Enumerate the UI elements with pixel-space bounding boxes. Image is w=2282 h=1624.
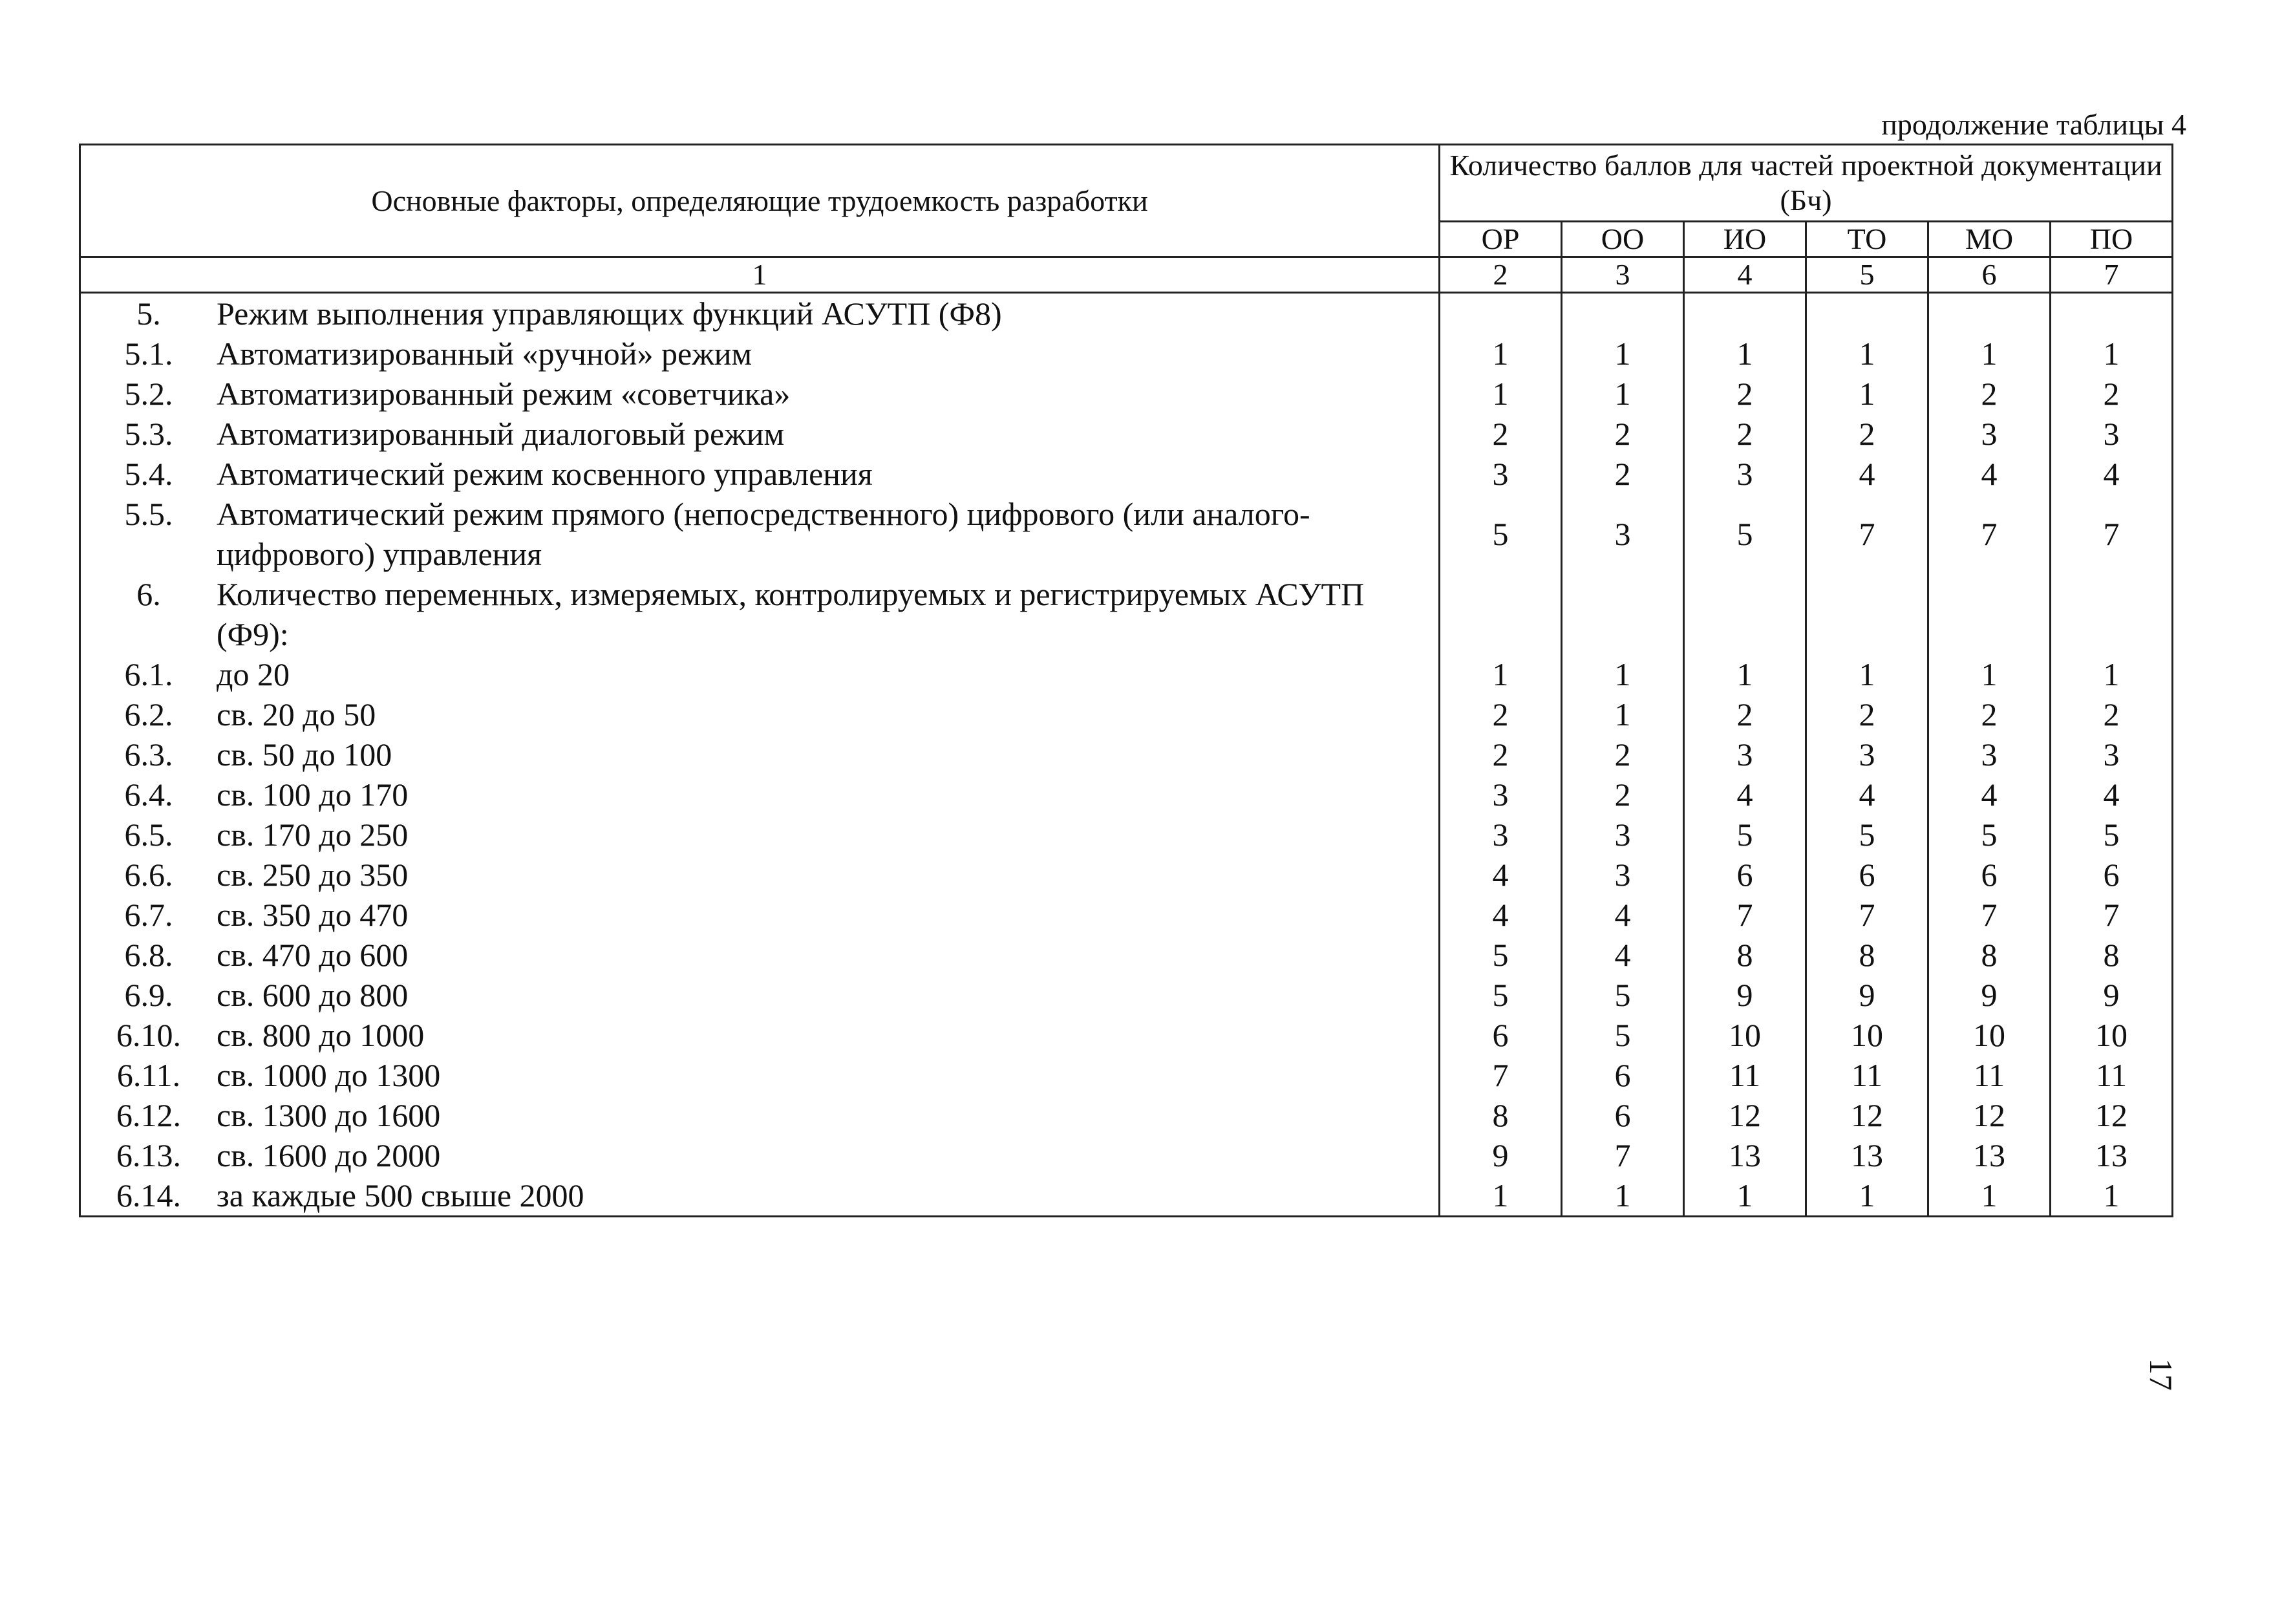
row-text: Автоматический режим косвенного управления (217, 456, 873, 492)
score-cell: 12 (2051, 1095, 2173, 1135)
score-cell: 1 (2051, 654, 2173, 694)
factor-cell (80, 494, 1440, 574)
score-cell: 6 (1440, 1015, 1562, 1055)
score-cell: 1 (1806, 334, 1928, 374)
column-number: 3 (1562, 257, 1684, 293)
score-cell: 10 (2051, 1015, 2173, 1055)
score-cell (2051, 293, 2173, 334)
score-cell: 2 (2051, 694, 2173, 734)
score-cell: 4 (1806, 775, 1928, 815)
factor-cell (80, 775, 1440, 815)
factor-cell (80, 334, 1440, 374)
score-cell: 3 (1440, 815, 1562, 855)
score-cell: 11 (1806, 1055, 1928, 1095)
score-cell: 12 (1806, 1095, 1928, 1135)
table-row (80, 414, 2173, 454)
score-cell: 1 (1562, 334, 1684, 374)
score-cell: 2 (1928, 694, 2051, 734)
score-cell: 6 (1806, 855, 1928, 895)
score-cell: 5 (1440, 975, 1562, 1015)
score-cell: 4 (2051, 775, 2173, 815)
score-cell: 3 (1562, 815, 1684, 855)
row-number: 6.7. (124, 897, 173, 933)
score-cell: 4 (1440, 895, 1562, 935)
row-text: св. 1000 до 1300 (217, 1057, 441, 1093)
score-cell: 13 (1928, 1135, 2051, 1175)
column-number: 5 (1806, 257, 1928, 293)
score-cell: 7 (2051, 494, 2173, 574)
row-number: 6.12. (116, 1097, 181, 1133)
score-cell: 2 (2051, 374, 2173, 414)
part-header: ПО (2051, 222, 2173, 257)
score-cell: 13 (2051, 1135, 2173, 1175)
part-header: ИО (1684, 222, 1806, 257)
factor-cell (80, 374, 1440, 414)
table-row (80, 334, 2173, 374)
row-number: 6.13. (116, 1137, 181, 1173)
score-cell: 5 (1562, 975, 1684, 1015)
table-row (80, 1015, 2173, 1055)
row-number: 6.6. (124, 857, 173, 893)
score-cell: 1 (2051, 1175, 2173, 1217)
row-number: 6.5. (124, 817, 173, 853)
score-cell: 1 (1684, 334, 1806, 374)
score-cell: 1 (1684, 654, 1806, 694)
row-number: 6.10. (116, 1017, 181, 1053)
row-number: 6.9. (124, 977, 173, 1013)
score-cell (1684, 293, 1806, 334)
score-cell: 1 (1562, 694, 1684, 734)
score-cell: 3 (1440, 454, 1562, 494)
row-text: св. 20 до 50 (217, 696, 376, 732)
column-number: 4 (1684, 257, 1806, 293)
score-cell: 4 (1440, 855, 1562, 895)
score-cell: 3 (1806, 734, 1928, 775)
score-cell: 6 (1562, 1055, 1684, 1095)
factor-cell (80, 654, 1440, 694)
score-cell: 1 (1806, 654, 1928, 694)
factor-column-header: Основные факторы, определяющие трудоемкость разработки (80, 145, 1440, 257)
score-cell: 9 (2051, 975, 2173, 1015)
row-number: 6.2. (124, 696, 173, 732)
row-text: св. 800 до 1000 (217, 1017, 425, 1053)
score-cell: 8 (1928, 935, 2051, 975)
score-cell: 2 (1684, 694, 1806, 734)
score-cell (2051, 574, 2173, 654)
score-cell: 9 (1806, 975, 1928, 1015)
score-cell: 12 (1928, 1095, 2051, 1135)
score-cell: 1 (1928, 1175, 2051, 1217)
factor-cell (80, 734, 1440, 775)
factor-cell (80, 414, 1440, 454)
row-text: Автоматизированный режим «советчика» (217, 376, 791, 412)
row-text: св. 100 до 170 (217, 776, 409, 813)
row-number: 6.3. (124, 736, 173, 773)
row-text: за каждые 500 свыше 2000 (217, 1177, 584, 1213)
column-number: 2 (1440, 257, 1562, 293)
score-cell: 2 (1806, 694, 1928, 734)
row-number: 6.8. (124, 937, 173, 973)
continuation-label: продолжение таблицы 4 (1881, 108, 2186, 141)
score-cell: 1 (1928, 654, 2051, 694)
factor-cell (80, 1135, 1440, 1175)
score-cell: 13 (1684, 1135, 1806, 1175)
scoring-table (79, 144, 2173, 1217)
row-text: св. 50 до 100 (217, 736, 392, 773)
score-cell: 7 (1928, 895, 2051, 935)
part-header: ОР (1440, 222, 1562, 257)
score-cell: 1 (1562, 1175, 1684, 1217)
score-cell: 2 (1928, 374, 2051, 414)
score-cell: 11 (1928, 1055, 2051, 1095)
score-cell: 8 (1684, 935, 1806, 975)
table-row (80, 734, 2173, 775)
score-cell: 6 (1684, 855, 1806, 895)
table-row (80, 293, 2173, 334)
score-cell: 5 (1806, 815, 1928, 855)
score-cell: 5 (1684, 494, 1806, 574)
score-cell: 7 (2051, 895, 2173, 935)
score-cell: 13 (1806, 1135, 1928, 1175)
score-cell (1806, 574, 1928, 654)
factor-cell (80, 1015, 1440, 1055)
row-text: св. 350 до 470 (217, 897, 409, 933)
score-cell: 10 (1928, 1015, 2051, 1055)
score-cell: 4 (1928, 775, 2051, 815)
score-cell: 7 (1440, 1055, 1562, 1095)
score-cell: 4 (1928, 454, 2051, 494)
table-row (80, 1135, 2173, 1175)
score-cell: 2 (1440, 414, 1562, 454)
score-cell: 8 (1806, 935, 1928, 975)
row-number: 5.4. (124, 456, 173, 492)
factor-cell (80, 454, 1440, 494)
score-cell: 6 (2051, 855, 2173, 895)
score-cell (1440, 574, 1562, 654)
table-row (80, 454, 2173, 494)
part-header: ОО (1562, 222, 1684, 257)
row-number: 5.3. (124, 416, 173, 452)
score-cell: 9 (1928, 975, 2051, 1015)
table-row (80, 855, 2173, 895)
column-number: 6 (1928, 257, 2051, 293)
score-cell: 5 (1440, 494, 1562, 574)
score-cell (1562, 293, 1684, 334)
score-cell: 7 (1562, 1135, 1684, 1175)
factor-cell (80, 935, 1440, 975)
score-cell: 3 (2051, 734, 2173, 775)
score-cell: 3 (1684, 454, 1806, 494)
score-cell: 9 (1684, 975, 1806, 1015)
score-cell: 1 (1684, 1175, 1806, 1217)
score-cell: 8 (1440, 1095, 1562, 1135)
score-cell (1684, 574, 1806, 654)
score-cell: 11 (2051, 1055, 2173, 1095)
row-text: св. 250 до 350 (217, 857, 409, 893)
row-text: св. 470 до 600 (217, 937, 409, 973)
score-group-header: Количество баллов для частей проектной документации (Бч) (1440, 145, 2173, 222)
column-number: 7 (2051, 257, 2173, 293)
score-cell: 3 (1440, 775, 1562, 815)
score-cell: 2 (1562, 414, 1684, 454)
score-cell: 1 (1440, 374, 1562, 414)
factor-cell (80, 855, 1440, 895)
score-cell: 7 (1806, 895, 1928, 935)
column-number: 1 (80, 257, 1440, 293)
score-cell: 10 (1806, 1015, 1928, 1055)
factor-cell (80, 975, 1440, 1015)
table-row (80, 374, 2173, 414)
part-header: ТО (1806, 222, 1928, 257)
row-text: Количество переменных, измеряемых, контролируемых и регистрируемых АСУТП (Ф9): (217, 576, 1365, 652)
score-cell: 1 (1440, 334, 1562, 374)
row-number: 6. (136, 576, 161, 612)
table-row (80, 895, 2173, 935)
row-text: св. 1300 до 1600 (217, 1097, 441, 1133)
score-cell: 1 (1440, 654, 1562, 694)
score-cell: 1 (1806, 1175, 1928, 1217)
factor-cell (80, 895, 1440, 935)
score-cell: 2 (1684, 374, 1806, 414)
score-cell: 4 (1562, 935, 1684, 975)
score-cell (1562, 574, 1684, 654)
row-text: Режим выполнения управляющих функций АСУТП (Ф8) (217, 295, 1002, 332)
row-number: 6.11. (116, 1057, 181, 1093)
score-cell: 1 (2051, 334, 2173, 374)
row-text: Автоматический режим прямого (непосредственного) цифрового (или аналого-цифрового) управления (217, 496, 1310, 572)
score-cell: 2 (1440, 694, 1562, 734)
row-number: 6.1. (124, 656, 173, 692)
score-cell: 3 (2051, 414, 2173, 454)
table-row (80, 1055, 2173, 1095)
score-cell: 7 (1928, 494, 2051, 574)
table-row (80, 815, 2173, 855)
factor-cell (80, 694, 1440, 734)
score-cell: 10 (1684, 1015, 1806, 1055)
factor-cell (80, 1095, 1440, 1135)
row-text: св. 1600 до 2000 (217, 1137, 441, 1173)
score-cell: 6 (1562, 1095, 1684, 1135)
score-cell: 5 (1562, 1015, 1684, 1055)
factor-cell (80, 1055, 1440, 1095)
score-cell: 4 (2051, 454, 2173, 494)
table-body (80, 293, 2173, 1217)
score-cell: 7 (1684, 895, 1806, 935)
row-text: Автоматизированный «ручной» режим (217, 336, 752, 372)
score-cell: 8 (2051, 935, 2173, 975)
score-cell: 9 (1440, 1135, 1562, 1175)
score-cell: 3 (1684, 734, 1806, 775)
score-cell: 1 (1440, 1175, 1562, 1217)
score-cell: 2 (1684, 414, 1806, 454)
score-cell (1928, 574, 2051, 654)
score-cell: 5 (1684, 815, 1806, 855)
row-text: св. 170 до 250 (217, 817, 409, 853)
table-row (80, 494, 2173, 574)
table-row (80, 1175, 2173, 1217)
row-text: Автоматизированный диалоговый режим (217, 416, 785, 452)
part-header: МО (1928, 222, 2051, 257)
factor-cell (80, 815, 1440, 855)
score-cell: 1 (1562, 374, 1684, 414)
table-row (80, 975, 2173, 1015)
table-row (80, 654, 2173, 694)
row-number: 6.4. (124, 776, 173, 813)
table-row (80, 574, 2173, 654)
score-cell: 4 (1806, 454, 1928, 494)
score-cell: 2 (1562, 734, 1684, 775)
score-cell: 5 (1928, 815, 2051, 855)
score-cell: 3 (1562, 494, 1684, 574)
row-number: 5.1. (124, 336, 173, 372)
score-cell: 1 (1928, 334, 2051, 374)
score-cell: 2 (1440, 734, 1562, 775)
score-cell: 3 (1562, 855, 1684, 895)
row-number: 5.2. (124, 376, 173, 412)
row-number: 5. (136, 295, 161, 332)
score-cell: 7 (1806, 494, 1928, 574)
column-number-row (80, 257, 2173, 293)
score-cell: 3 (1928, 734, 2051, 775)
page-number: 17 (2143, 1358, 2179, 1391)
score-cell: 3 (1928, 414, 2051, 454)
score-cell: 4 (1684, 775, 1806, 815)
row-number: 6.14. (116, 1177, 181, 1213)
table-row (80, 775, 2173, 815)
factor-cell (80, 293, 1440, 334)
factor-cell (80, 574, 1440, 654)
table-row (80, 694, 2173, 734)
factor-cell (80, 1175, 1440, 1217)
score-cell: 2 (1806, 414, 1928, 454)
row-text: св. 600 до 800 (217, 977, 409, 1013)
row-number: 5.5. (124, 496, 173, 532)
score-cell (1928, 293, 2051, 334)
score-cell: 5 (1440, 935, 1562, 975)
score-cell (1806, 293, 1928, 334)
table-row (80, 935, 2173, 975)
score-cell: 12 (1684, 1095, 1806, 1135)
score-cell: 6 (1928, 855, 2051, 895)
score-cell: 4 (1562, 895, 1684, 935)
score-cell: 5 (2051, 815, 2173, 855)
table-row (80, 1095, 2173, 1135)
score-cell (1440, 293, 1562, 334)
score-cell: 1 (1806, 374, 1928, 414)
row-text: до 20 (217, 656, 290, 692)
score-cell: 2 (1562, 454, 1684, 494)
score-cell: 1 (1562, 654, 1684, 694)
score-cell: 11 (1684, 1055, 1806, 1095)
score-cell: 2 (1562, 775, 1684, 815)
